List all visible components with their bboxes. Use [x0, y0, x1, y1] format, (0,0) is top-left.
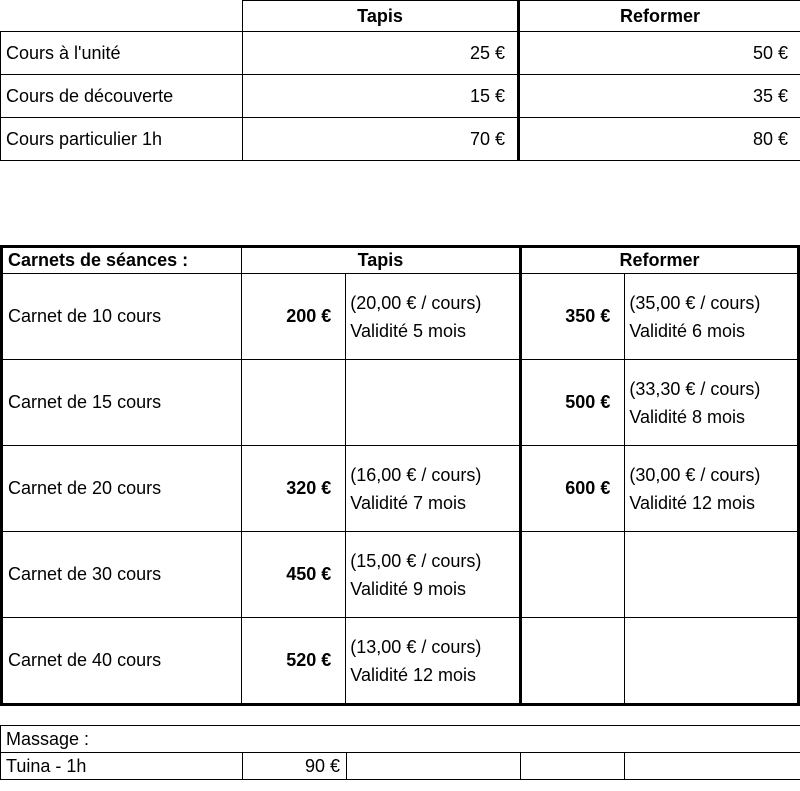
tapis-carnet-price: 520 € [241, 618, 345, 705]
validity: Validité 12 mois [629, 492, 756, 513]
unit-prices-header-tapis: Tapis [243, 1, 519, 32]
table-row [2, 618, 799, 705]
carnet-label: Carnet de 30 cours [2, 532, 242, 618]
per-course-price: (30,00 € / cours) [629, 464, 761, 485]
carnets-header-reformer: Reformer [520, 247, 798, 274]
massage-price: 90 € [243, 753, 347, 780]
validity: Validité 12 mois [350, 664, 477, 685]
tapis-carnet-details [346, 532, 521, 618]
per-course-price: (15,00 € / cours) [350, 550, 482, 571]
massage-table [0, 725, 800, 780]
reformer-carnet-price: 600 € [520, 446, 624, 532]
per-course-price: (35,00 € / cours) [629, 292, 761, 313]
table-row [1, 118, 800, 161]
carnets-table [0, 245, 800, 706]
unit-prices-header-row [1, 1, 800, 32]
table-row [1, 75, 800, 118]
row-label: Cours à l'unité [1, 32, 243, 75]
reformer-carnet-details [625, 274, 799, 360]
validity: Validité 6 mois [629, 320, 746, 341]
header-blank-cell [1, 1, 243, 32]
row-label: Cours particulier 1h [1, 118, 243, 161]
carnets-header-row [2, 247, 799, 274]
massage-header-row [1, 726, 800, 753]
tapis-price: 70 € [243, 118, 519, 161]
table-row [1, 753, 800, 780]
reformer-price: 50 € [519, 32, 800, 75]
carnet-label: Carnet de 15 cours [2, 360, 242, 446]
tapis-carnet-details [346, 360, 521, 446]
reformer-carnet-price [520, 532, 624, 618]
validity: Validité 5 mois [350, 320, 466, 341]
carnet-label: Carnet de 10 cours [2, 274, 242, 360]
per-course-price: (20,00 € / cours) [350, 292, 482, 313]
table-row [2, 532, 799, 618]
tapis-carnet-price: 320 € [241, 446, 345, 532]
tapis-price: 25 € [243, 32, 519, 75]
table-row [2, 274, 799, 360]
tapis-carnet-price [241, 360, 345, 446]
tapis-carnet-details [346, 446, 521, 532]
reformer-carnet-price [520, 618, 624, 705]
per-course-price: (13,00 € / cours) [350, 636, 482, 657]
carnet-label: Carnet de 20 cours [2, 446, 242, 532]
unit-prices-header-reformer: Reformer [519, 1, 800, 32]
table-row [2, 446, 799, 532]
massage-label: Tuina - 1h [1, 753, 243, 780]
empty-cell [347, 753, 521, 780]
carnet-label: Carnet de 40 cours [2, 618, 242, 705]
reformer-carnet-details [625, 360, 799, 446]
per-course-price: (16,00 € / cours) [350, 464, 482, 485]
tapis-price: 15 € [243, 75, 519, 118]
reformer-carnet-price: 350 € [520, 274, 624, 360]
reformer-price: 80 € [519, 118, 800, 161]
reformer-carnet-details [625, 446, 799, 532]
tapis-carnet-price: 450 € [241, 532, 345, 618]
carnets-title: Carnets de séances : [2, 247, 242, 274]
table-row [2, 360, 799, 446]
validity: Validité 9 mois [350, 578, 466, 599]
carnets-header-tapis: Tapis [241, 247, 520, 274]
unit-prices-table [0, 0, 800, 161]
row-label: Cours de découverte [1, 75, 243, 118]
empty-cell [521, 753, 625, 780]
empty-cell [625, 753, 800, 780]
tapis-carnet-details [346, 618, 521, 705]
reformer-price: 35 € [519, 75, 800, 118]
table-row [1, 32, 800, 75]
reformer-carnet-details [625, 618, 799, 705]
reformer-carnet-price: 500 € [520, 360, 624, 446]
validity: Validité 7 mois [350, 492, 466, 513]
reformer-carnet-details [625, 532, 799, 618]
tapis-carnet-price: 200 € [241, 274, 345, 360]
per-course-price: (33,30 € / cours) [629, 378, 761, 399]
tapis-carnet-details [346, 274, 521, 360]
massage-title: Massage : [1, 726, 800, 753]
validity: Validité 8 mois [629, 406, 746, 427]
